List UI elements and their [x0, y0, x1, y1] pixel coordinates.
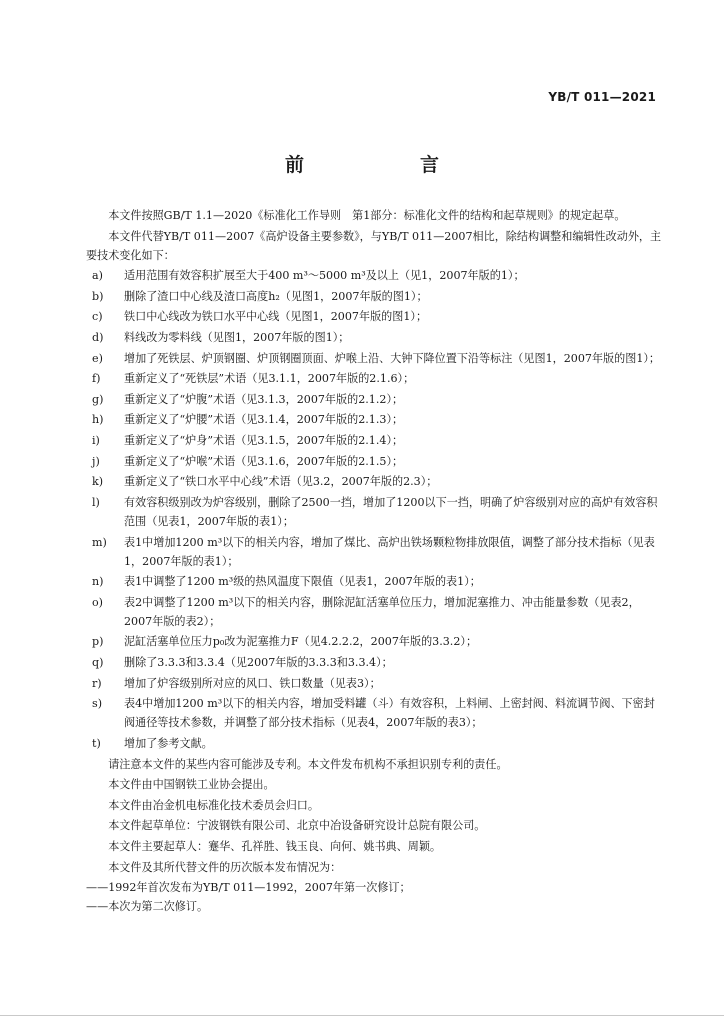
list-item	[86, 653, 662, 672]
list-marker: d)	[92, 331, 104, 345]
list-item	[86, 452, 662, 471]
list-item-text: 适用范围有效容积扩展至大于400 m³～5000 m³及以上（见1，2007年版的1）；	[124, 269, 525, 283]
list-marker: b)	[92, 289, 104, 303]
intro-paragraph: 本文件按照GB/T 1.1—2020《标准化工作导则 第1部分：标准化文件的结构和起草规则》的规定起草。	[108, 209, 626, 222]
list-marker: r)	[92, 676, 102, 690]
foreword-body	[86, 206, 662, 916]
history-item: ——本次为第二次修订。	[86, 900, 209, 914]
list-item	[86, 572, 662, 591]
page-title: 前 言	[284, 154, 465, 176]
changes-list	[86, 266, 662, 753]
list-marker: c)	[92, 310, 103, 324]
intro-paragraph: 本文件代替YB/T 011—2007《高炉设备主要参数》，与YB/T 011—2007相比，除结构调整和编辑性改动外，主要技术变化如下：	[86, 229, 662, 262]
list-marker: t)	[92, 736, 101, 750]
list-item	[86, 593, 662, 631]
list-marker: h)	[92, 413, 104, 427]
list-item-text: 泥缸活塞单位压力p₀改为泥塞推力F（见4.2.2.2，2007年版的3.3.2）；	[124, 635, 478, 649]
list-item	[86, 632, 662, 651]
list-item	[86, 431, 662, 450]
list-item	[86, 369, 662, 388]
list-marker: g)	[92, 392, 104, 406]
list-marker: k)	[92, 475, 104, 489]
list-item	[86, 307, 662, 326]
list-item-text: 表2中调整了1200 m³以下的相关内容，删除泥缸活塞单位压力，增加泥塞推力、冲击能量参数（见表2，2007年版的表2）；	[124, 595, 640, 628]
proposer-note: 本文件由中国钢铁工业协会提出。	[108, 778, 275, 792]
list-item-text: 增加了炉容级别所对应的风口、铁口数量（见表3）；	[124, 676, 381, 690]
list-marker: s)	[92, 697, 103, 711]
history-intro: 本文件及其所代替文件的历次版本发布情况为：	[108, 860, 342, 874]
list-marker: n)	[92, 575, 104, 589]
document-code: YB/T 011—2021	[548, 90, 656, 104]
list-item-text: 表1中调整了1200 m³级的热风温度下限值（见表1，2007年版的表1）；	[124, 575, 481, 589]
list-item-text: 重新定义了“铁口水平中心线”术语（见3.2，2007年版的2.3）；	[124, 475, 438, 489]
list-marker: l)	[92, 495, 100, 509]
list-item-text: 铁口中心线改为铁口水平中心线（见图1，2007年版的图1）；	[124, 310, 428, 324]
list-item-text: 重新定义了“炉喉”术语（见3.1.6，2007年版的2.1.5）；	[124, 454, 404, 468]
list-item	[86, 266, 662, 285]
list-marker: a)	[92, 269, 103, 283]
list-item-text: 增加了死铁层、炉顶钢圈、炉顶钢圈顶面、炉喉上沿、大钟下降位置下沿等标注（见图1，2007年版的图1）；	[124, 351, 661, 365]
list-item-text: 删除了渣口中心线及渣口高度h₂（见图1，2007年版的图1）；	[124, 289, 428, 303]
version-history	[86, 878, 662, 916]
list-item	[86, 533, 662, 571]
list-item-text: 增加了参考文献。	[124, 736, 213, 750]
list-item	[86, 472, 662, 491]
list-marker: m)	[92, 535, 107, 549]
list-marker: o)	[92, 595, 104, 609]
list-item-text: 重新定义了“炉身”术语（见3.1.5，2007年版的2.1.4）；	[124, 434, 404, 448]
list-item-text: 有效容积级别改为炉容级别，删除了2500一挡，增加了1200以下一挡，明确了炉容级别对应的高炉有效容积范围（见表1，2007年版的表1）；	[124, 495, 658, 528]
patent-notice: 请注意本文件的某些内容可能涉及专利。本文件发布机构不承担识别专利的责任。	[108, 757, 508, 771]
list-item-text: 重新定义了“死铁层”术语（见3.1.1，2007年版的2.1.6）；	[124, 372, 415, 386]
list-item	[86, 390, 662, 409]
list-item-text: 表1中增加1200 m³以下的相关内容，增加了煤比、高炉出铁场颗粒物排放限值，调整了部分技术指标（见表1，2007年版的表1）；	[124, 535, 655, 568]
list-item-text: 重新定义了“炉腰”术语（见3.1.4，2007年版的2.1.3）；	[124, 413, 404, 427]
list-marker: p)	[92, 635, 104, 649]
list-item-text: 删除了3.3.3和3.3.4（见2007年版的3.3.3和3.3.4）；	[124, 656, 393, 670]
list-item	[86, 349, 662, 368]
list-marker: e)	[92, 351, 103, 365]
list-item	[86, 493, 662, 531]
list-marker: i)	[92, 434, 100, 448]
list-item	[86, 694, 662, 732]
list-item	[86, 287, 662, 306]
list-item-text: 料线改为零料线（见图1，2007年版的图1）；	[124, 331, 350, 345]
drafting-units-note: 本文件起草单位：宁波钢铁有限公司、北京中冶设备研究设计总院有限公司。	[108, 819, 486, 833]
list-marker: f)	[92, 372, 101, 386]
list-marker: q)	[92, 656, 104, 670]
list-item	[86, 734, 662, 753]
list-item	[86, 674, 662, 693]
history-item: ——1992年首次发布为YB/T 011—1992，2007年第一次修订；	[86, 881, 411, 895]
page-bottom-divider	[0, 1015, 724, 1016]
list-item	[86, 328, 662, 347]
list-item-text: 重新定义了“炉腹”术语（见3.1.3，2007年版的2.1.2）；	[124, 392, 404, 406]
list-item-text: 表4中增加1200 m³以下的相关内容，增加受料罐（斗）有效容积，上料闸、上密封阀、料流调节阀、下密封阀通径等技术参数，并调整了部分技术指标（见表4，2007年版的表3）；	[124, 697, 655, 730]
committee-note: 本文件由冶金机电标准化技术委员会归口。	[108, 798, 319, 812]
drafters-note: 本文件主要起草人：蹇华、孔祥胜、钱玉良、向何、姚书典、周颖。	[108, 839, 442, 853]
list-item	[86, 410, 662, 429]
list-marker: j)	[92, 454, 100, 468]
